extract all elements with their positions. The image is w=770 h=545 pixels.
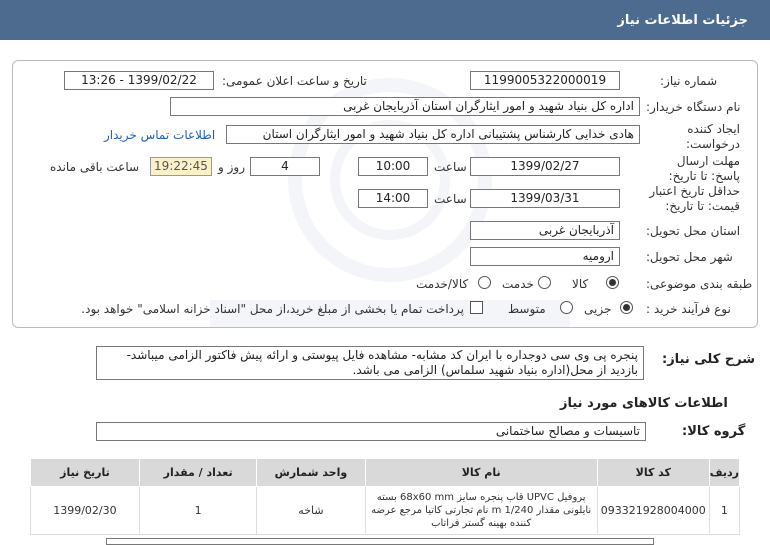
cell-code: 093321928004000 bbox=[597, 487, 709, 535]
goods-table bbox=[30, 458, 740, 535]
col-unit: واحد شمارش bbox=[257, 459, 365, 487]
cell-name: پروفیل UPVC قاب پنجره سایز 68x60 mm بسته نایلونی مقدار 1/240 m نام تجارتی کاتیا مرجع عرضه کننده بهینه گستر فراتاب bbox=[365, 487, 597, 535]
province-label: استان محل تحویل: bbox=[646, 224, 741, 238]
process-minor-radio[interactable] bbox=[620, 301, 633, 314]
col-name: نام کالا bbox=[365, 459, 597, 487]
category-service-label: خدمت bbox=[502, 277, 534, 291]
category-goods-label: کالا bbox=[572, 277, 589, 291]
announce-date-field: 1399/02/22 - 13:26 bbox=[64, 71, 214, 90]
process-medium-radio[interactable] bbox=[560, 301, 573, 314]
send-time-label: ساعت bbox=[434, 160, 467, 174]
days-label: روز و bbox=[218, 160, 245, 174]
col-row: ردیف bbox=[709, 459, 739, 487]
treasury-checkbox[interactable] bbox=[470, 301, 483, 314]
send-deadline-label: مهلت ارسال پاسخ: تا تاریخ: bbox=[668, 154, 740, 183]
description-label: شرح کلی نیاز: bbox=[662, 352, 756, 367]
announce-date-label: تاریخ و ساعت اعلان عمومی: bbox=[222, 74, 367, 88]
bottom-field bbox=[106, 538, 654, 545]
col-date: تاریخ نیاز bbox=[31, 459, 140, 487]
category-both-radio[interactable] bbox=[478, 276, 491, 289]
city-label: شهر محل تحویل: bbox=[646, 250, 733, 264]
cell-unit: شاخه bbox=[257, 487, 365, 535]
validity-time-field: 14:00 bbox=[358, 189, 428, 208]
city-field: ارومیه bbox=[470, 247, 620, 266]
send-time-field: 10:00 bbox=[358, 157, 428, 176]
col-code: کد کالا bbox=[597, 459, 709, 487]
goods-group-field: تاسیسات و مصالح ساختمانی bbox=[96, 422, 646, 441]
category-service-radio[interactable] bbox=[538, 276, 551, 289]
process-minor-label: جزیی bbox=[584, 302, 612, 316]
process-medium-label: متوسط bbox=[508, 302, 546, 316]
buyer-field: اداره کل بنیاد شهید و امور ایثارگران استان آذربایجان غربی bbox=[170, 97, 640, 116]
validity-time-label: ساعت bbox=[434, 192, 467, 206]
creator-label: ایجاد کننده درخواست: bbox=[686, 122, 740, 151]
category-goods-radio[interactable] bbox=[606, 276, 619, 289]
send-date-field: 1399/02/27 bbox=[470, 157, 620, 176]
validity-label: حداقل تاریخ اعتبار قیمت: تا تاریخ: bbox=[649, 184, 740, 213]
province-field: آذربایجان غربی bbox=[470, 221, 620, 240]
col-qty: تعداد / مقدار bbox=[139, 459, 256, 487]
goods-table-header bbox=[31, 459, 740, 487]
need-number-label: شماره نیاز: bbox=[660, 74, 717, 88]
buyer-contact-link[interactable]: اطلاعات تماس خریدار bbox=[104, 128, 216, 142]
page-header bbox=[0, 0, 770, 40]
cell-row: 1 bbox=[709, 487, 739, 535]
remaining-label: ساعت باقی مانده bbox=[50, 160, 140, 174]
description-field: پنجره پی وی سی دوجداره با ایران کد مشابه- مشاهده فایل پیوستی و ارائه پیش فاکتور الزامی میباشد- بازدید از محل(اداره بنیاد شهید سلماس) الزامی می باشد. bbox=[96, 346, 644, 380]
category-label: طبقه بندی موضوعی: bbox=[646, 277, 753, 291]
category-both-label: کالا/خدمت bbox=[416, 277, 469, 291]
table-row bbox=[31, 487, 740, 535]
need-number-field: 1199005322000019 bbox=[470, 71, 620, 90]
cell-date: 1399/02/30 bbox=[31, 487, 140, 535]
days-field: 4 bbox=[250, 157, 320, 176]
goods-info-title: اطلاعات کالاهای مورد نیاز bbox=[560, 396, 728, 411]
cell-qty: 1 bbox=[139, 487, 256, 535]
remaining-time-badge: 19:22:45 bbox=[150, 157, 212, 176]
creator-field: هادی خدایی کارشناس پشتیبانی اداره کل بنیاد شهید و امور ایثارگران استان bbox=[226, 125, 640, 144]
buyer-label: نام دستگاه خریدار: bbox=[646, 100, 741, 114]
process-label: نوع فرآیند خرید : bbox=[646, 302, 731, 316]
treasury-note: پرداخت تمام یا بخشی از مبلغ خرید،از محل "اسناد خزانه اسلامی" خواهد بود. bbox=[81, 302, 464, 316]
validity-date-field: 1399/03/31 bbox=[470, 189, 620, 208]
goods-group-label: گروه کالا: bbox=[682, 424, 746, 439]
page-title: جزئیات اطلاعات نیاز bbox=[617, 12, 748, 28]
